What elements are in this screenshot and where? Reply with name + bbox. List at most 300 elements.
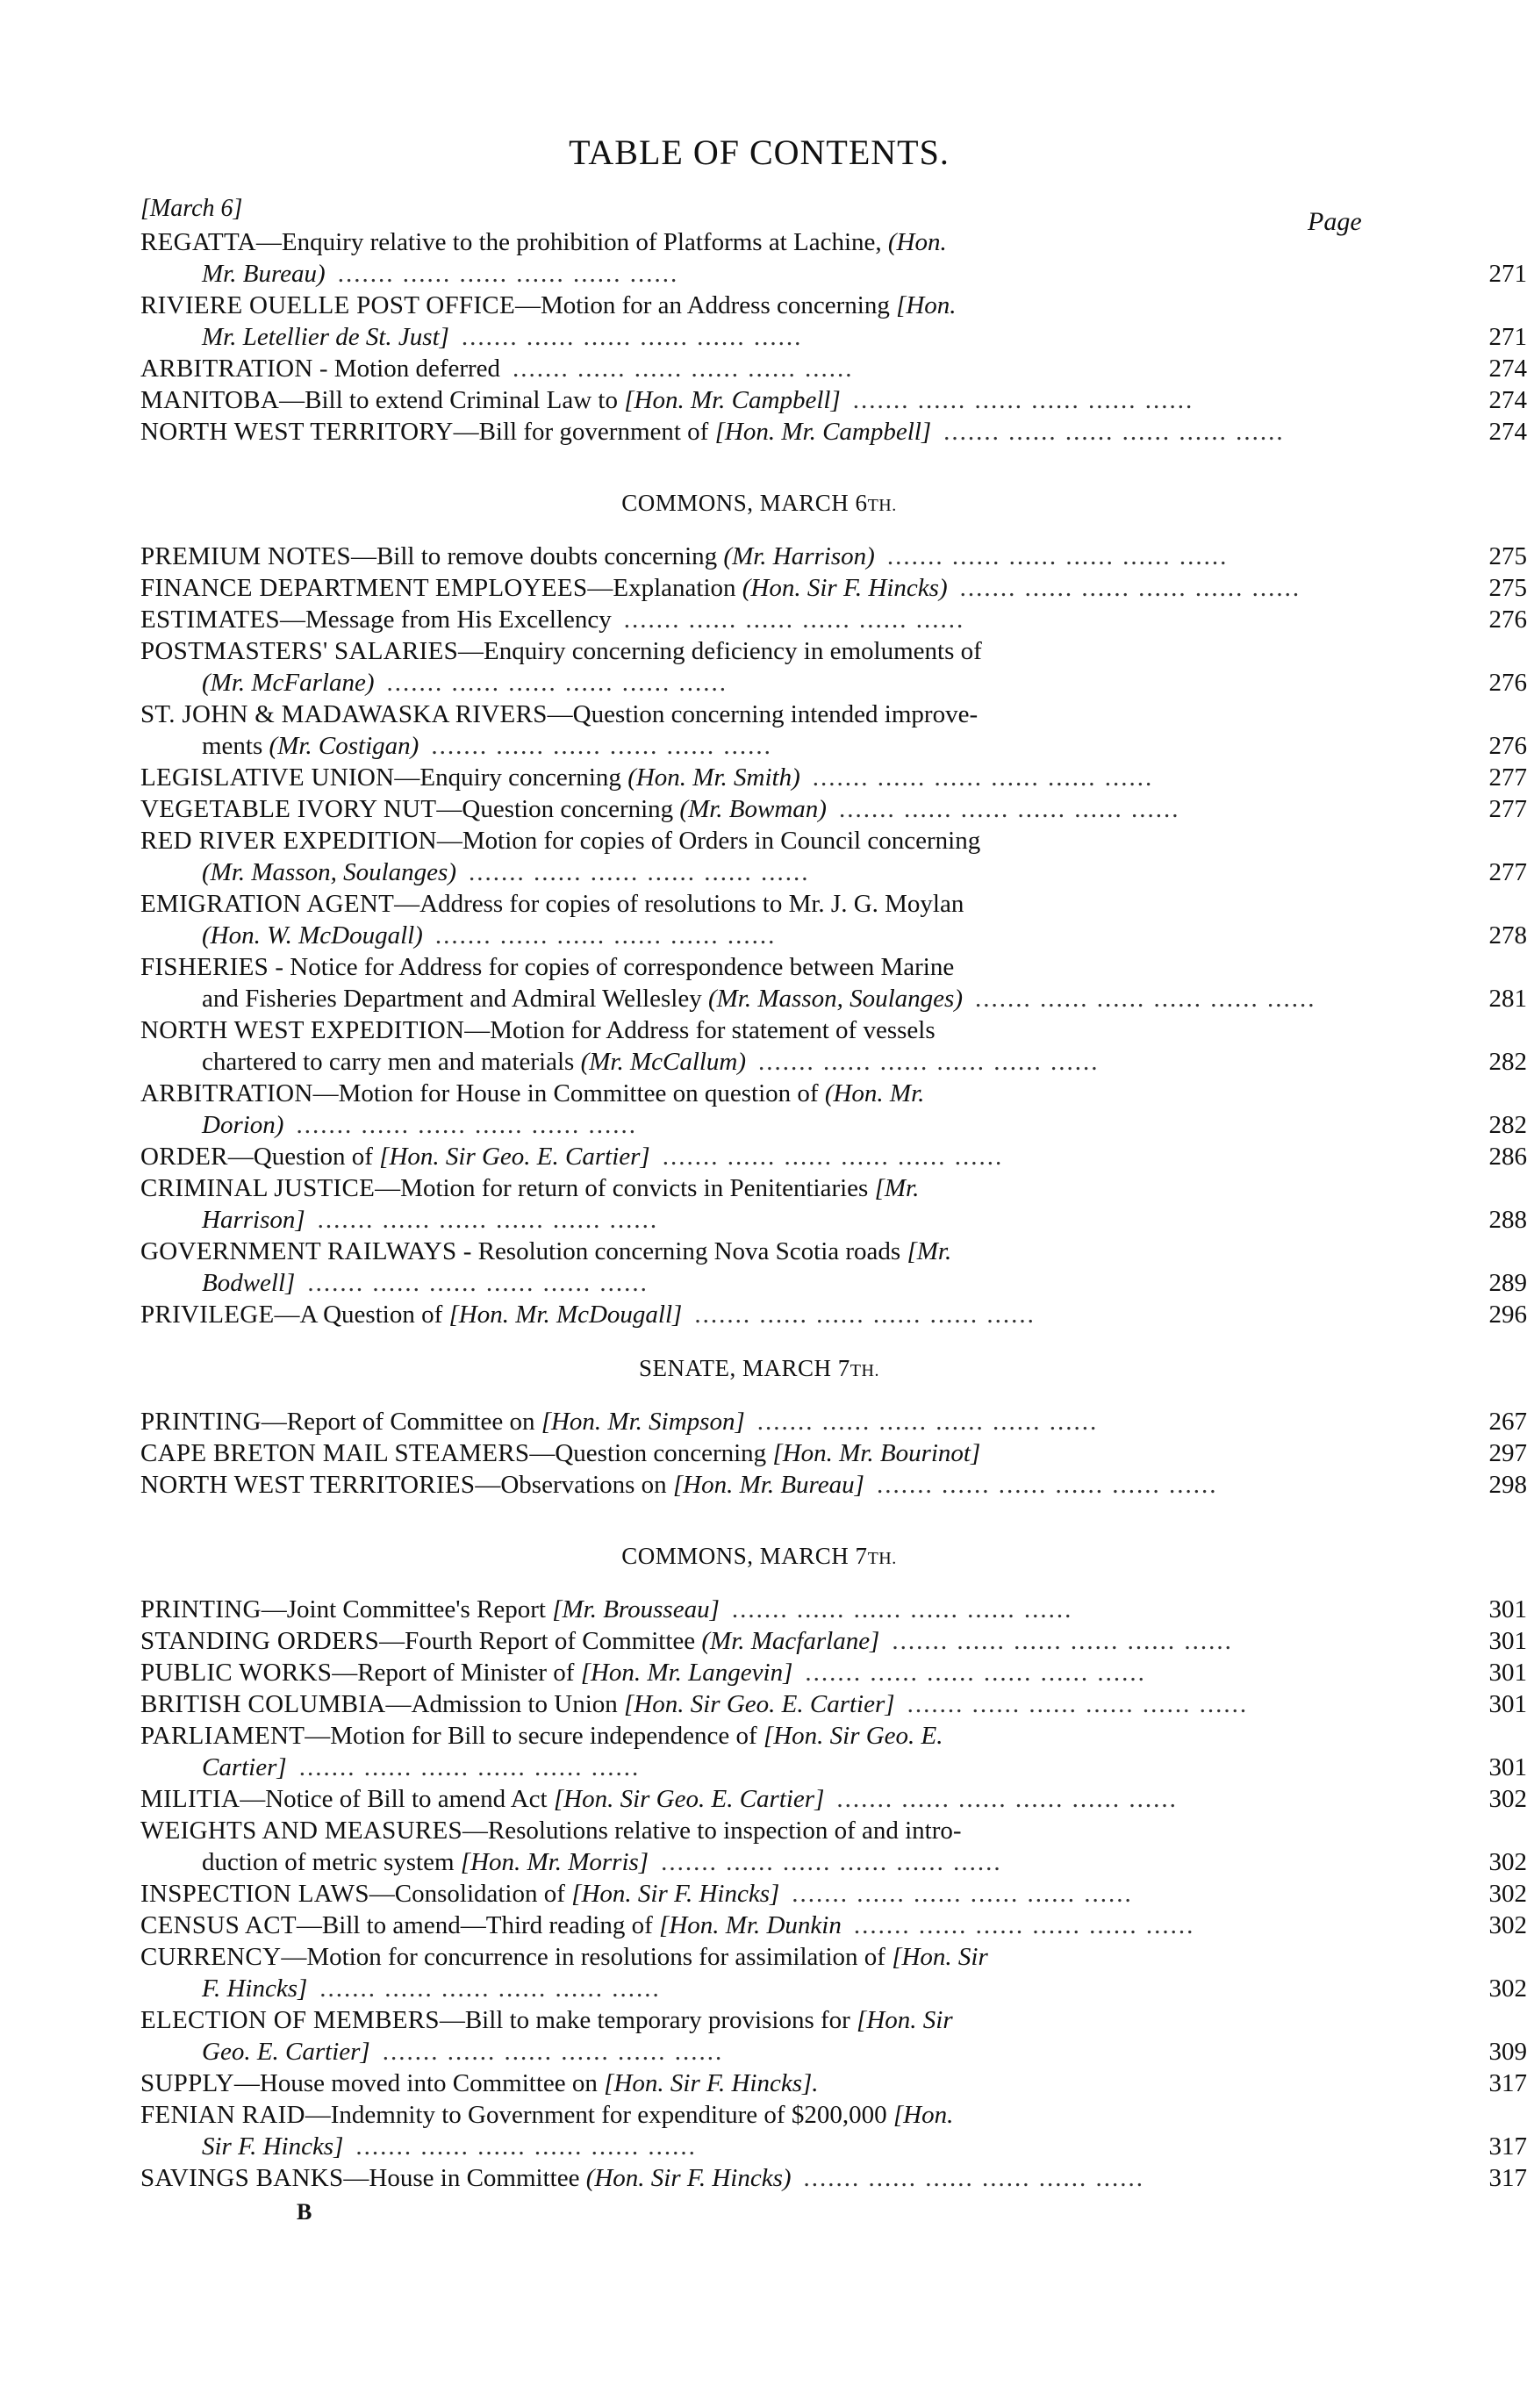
entry-description: —Question of <box>227 1143 380 1171</box>
entry-page-number: 301 <box>1488 1595 1527 1623</box>
toc-entry-line <box>140 2132 1395 2164</box>
toc-entry-line <box>140 1659 1395 1690</box>
toc-entry[interactable] <box>140 1817 1527 1880</box>
entry-heading: PREMIUM NOTES <box>140 542 351 570</box>
entry-reference: [Hon. Mr. Campbell] <box>624 386 841 414</box>
entry-heading: STANDING ORDERS <box>140 1627 380 1655</box>
entry-description: —Enquiry relative to the prohibition of Platforms at Lachine, <box>255 228 888 256</box>
toc-entry[interactable] <box>140 1627 1527 1659</box>
toc-entry-line <box>140 606 1395 637</box>
page-title: TABLE OF CONTENTS. <box>569 133 950 172</box>
entry-page-number: 282 <box>1488 1048 1527 1076</box>
toc-entry-line <box>140 1111 1395 1143</box>
entry-heading: CURRENCY <box>140 1943 282 1971</box>
entry-page-number: 276 <box>1488 669 1527 697</box>
toc-entry-line <box>140 1016 1395 1048</box>
entry-heading: ARBITRATION <box>140 355 313 383</box>
entry-description: —Joint Committee's Report <box>261 1595 553 1623</box>
toc-entry[interactable] <box>140 637 1527 700</box>
entry-page-number: 302 <box>1488 1911 1527 1939</box>
dot-leader: ....... ...... ...... ...... ...... ...... <box>386 669 728 697</box>
entry-heading: CENSUS ACT <box>140 1911 297 1939</box>
entry-page-number: 277 <box>1488 763 1527 792</box>
toc-entry[interactable] <box>140 1911 1527 1943</box>
entry-reference: (Mr. McCallum) <box>580 1048 747 1076</box>
entry-page-number: 289 <box>1488 1269 1527 1297</box>
entry-reference: [Hon. Mr. Langevin] <box>580 1659 793 1687</box>
section-heading-suffix: TH. <box>867 496 897 515</box>
entry-page-number: 274 <box>1488 418 1527 446</box>
toc-entry-line <box>140 260 1395 291</box>
entry-page-number: 277 <box>1488 858 1527 886</box>
entry-description: duction of metric system <box>202 1848 461 1876</box>
dot-leader: ....... ...... ...... ...... ...... ...... <box>853 1911 1195 1939</box>
toc-entry-line <box>140 795 1395 827</box>
entry-page-number: 298 <box>1488 1471 1527 1499</box>
entry-description: —Bill to remove doubts concerning <box>350 542 724 570</box>
toc-entry[interactable] <box>140 953 1527 1016</box>
toc-entry-line <box>140 2006 1395 2038</box>
entry-page-number: 276 <box>1488 606 1527 634</box>
toc-entry[interactable] <box>140 1016 1527 1079</box>
entry-heading: CAPE BRETON MAIL STEAMERS <box>140 1439 530 1467</box>
entry-heading: RED RIVER EXPEDITION <box>140 827 437 855</box>
dot-leader: ....... ...... ...... ...... ...... ...... <box>694 1301 1036 1329</box>
entry-description: —Motion for an Address concerning <box>514 291 897 319</box>
entry-page-number: 286 <box>1488 1143 1527 1171</box>
toc-entry[interactable] <box>140 2164 1527 2196</box>
toc-entry-line <box>140 763 1395 795</box>
entry-reference: [Hon. Mr. Campbell] <box>714 418 932 446</box>
entry-page-number: 282 <box>1488 1111 1527 1139</box>
entry-reference: (Mr. Bowman) <box>679 795 827 823</box>
toc-entry[interactable] <box>140 890 1527 953</box>
entry-reference: Mr. Bureau) <box>202 260 326 288</box>
entry-reference: [Hon. Sir F. Hincks] <box>571 1880 780 1908</box>
dot-leader: ....... ...... ...... ...... ...... ...... <box>337 260 679 288</box>
toc-entry-line <box>140 700 1395 732</box>
entry-description: - Motion deferred <box>312 355 501 383</box>
section-heading <box>0 1355 1518 1382</box>
entry-heading: POSTMASTERS' SALARIES <box>140 637 459 665</box>
toc-entry[interactable] <box>140 1595 1527 1627</box>
toc-entry-line <box>140 1753 1395 1785</box>
toc-entry[interactable] <box>140 763 1527 795</box>
entry-reference: (Hon. <box>887 228 947 256</box>
toc-entry-line <box>140 1143 1395 1174</box>
entry-heading: GOVERNMENT RAILWAYS <box>140 1237 457 1265</box>
entry-reference: (Hon. Mr. <box>824 1079 925 1107</box>
toc-entry-line <box>140 574 1395 606</box>
entry-heading: NORTH WEST EXPEDITION <box>140 1016 465 1044</box>
entry-description: —Indemnity to Government for expenditure of $200,000 <box>305 2101 893 2129</box>
entry-description: —Motion for Address for statement of vessels <box>464 1016 936 1044</box>
toc-entry[interactable] <box>140 228 1527 291</box>
entry-page-number: 281 <box>1488 985 1527 1013</box>
toc-entry-line <box>140 1301 1395 1332</box>
entry-description: —Bill to make temporary provisions for <box>439 2006 857 2034</box>
toc-entry-line <box>140 1880 1395 1911</box>
toc-entry-line <box>140 1817 1395 1848</box>
dot-leader: ....... ...... ...... ...... ...... ...... <box>959 574 1301 602</box>
entry-heading: ST. JOHN & MADAWASKA RIVERS <box>140 700 548 728</box>
toc-entry-line <box>140 2069 1395 2101</box>
dot-leader: ....... ...... ...... ...... ...... ...... <box>836 1785 1178 1813</box>
entry-heading: SUPPLY <box>140 2069 234 2097</box>
entry-description: —Motion for House in Committee on question of <box>312 1079 825 1107</box>
dot-leader: ....... ...... ...... ...... ...... ...... <box>758 1048 1100 1076</box>
dot-leader: ....... ...... ...... ...... ...... ...... <box>317 1206 659 1234</box>
toc-entry-line <box>140 323 1395 355</box>
dot-leader: ....... ...... ...... ...... ...... ...... <box>852 386 1194 414</box>
entry-heading: LEGISLATIVE UNION <box>140 763 395 792</box>
dot-leader: ....... ...... ...... ...... ...... ...... <box>876 1471 1218 1499</box>
entry-reference: (Hon. Mr. Smith) <box>627 763 800 792</box>
entry-reference: (Hon. Sir F. Hincks) <box>742 574 948 602</box>
entry-page-number: 288 <box>1488 1206 1527 1234</box>
toc-entry[interactable] <box>140 542 1527 574</box>
entry-heading: SAVINGS BANKS <box>140 2164 344 2192</box>
toc-entry[interactable] <box>140 1439 1527 1471</box>
entry-reference: (Hon. Sir F. Hincks) <box>585 2164 792 2192</box>
entry-reference: [Mr. <box>874 1174 920 1202</box>
dot-leader: ....... ...... ...... ...... ...... ...... <box>623 606 965 634</box>
entry-reference: Dorion) <box>202 1111 284 1139</box>
entry-description: —Notice of Bill to amend Act <box>240 1785 554 1813</box>
entry-description: —A Question of <box>274 1301 449 1329</box>
entry-heading: FISHERIES <box>140 953 269 981</box>
entry-heading: FINANCE DEPARTMENT EMPLOYEES <box>140 574 588 602</box>
entry-description: —Report of Minister of <box>332 1659 581 1687</box>
entry-description: —House in Committee <box>343 2164 586 2192</box>
toc-entry[interactable] <box>140 700 1527 763</box>
entry-description: and Fisheries Department and Admiral Wellesley <box>202 985 708 1013</box>
entry-reference: (Mr. Masson, Soulanges) <box>202 858 456 886</box>
entry-heading: ORDER <box>140 1143 228 1171</box>
toc-entry-line <box>140 890 1395 921</box>
toc-entry[interactable] <box>140 355 1527 386</box>
dot-leader: ....... ...... ...... ...... ...... ...... <box>974 985 1316 1013</box>
toc-entry-line <box>140 637 1395 669</box>
entry-page-number: 274 <box>1488 386 1527 414</box>
toc-entry[interactable] <box>140 291 1527 355</box>
toc-entry[interactable] <box>140 1079 1527 1143</box>
entry-page-number: 317 <box>1488 2132 1527 2161</box>
entry-page-number: 317 <box>1488 2069 1527 2097</box>
entry-description: —Message from His Excellency <box>280 606 612 634</box>
entry-reference: [Hon. Mr. Morris] <box>460 1848 649 1876</box>
entry-reference: [Mr. Brousseau] <box>552 1595 720 1623</box>
entry-heading: PRIVILEGE <box>140 1301 275 1329</box>
dot-leader: ....... ...... ...... ...... ...... ...... <box>756 1408 1099 1436</box>
entry-heading: NORTH WEST TERRITORY <box>140 418 454 446</box>
entry-description: chartered to carry men and materials <box>202 1048 581 1076</box>
entry-page-number: 275 <box>1488 542 1527 570</box>
entry-description: —Motion for Bill to secure independence of <box>305 1722 764 1750</box>
toc-entry-line <box>140 2038 1395 2069</box>
dot-leader: ....... ...... ...... ...... ...... ...... <box>431 732 772 760</box>
toc-entry-line <box>140 1974 1395 2006</box>
entry-description: —Motion for return of convicts in Penitentiaries <box>375 1174 875 1202</box>
toc-entry-line <box>140 1722 1395 1753</box>
dot-leader: ....... ...... ...... ...... ...... ...... <box>907 1690 1249 1718</box>
entry-description: - Resolution concerning Nova Scotia roads <box>456 1237 907 1265</box>
dot-leader: ....... ...... ...... ...... ...... ...... <box>298 1753 641 1781</box>
dot-leader: ....... ...... ...... ...... ...... ...... <box>469 858 810 886</box>
entry-description: —Explanation <box>587 574 742 602</box>
entry-reference: [Mr. <box>907 1237 952 1265</box>
toc-entry[interactable] <box>140 827 1527 890</box>
toc-entry-line <box>140 1048 1395 1079</box>
toc-entry-line <box>140 921 1395 953</box>
toc-entry[interactable] <box>140 2006 1527 2069</box>
entry-reference: F. Hincks] <box>202 1974 308 2003</box>
toc-entry-line <box>140 291 1395 323</box>
dot-leader: ....... ...... ...... ...... ...... ...... <box>513 355 854 383</box>
entry-reference: [Hon. <box>893 2101 954 2129</box>
entry-page-number: 278 <box>1488 921 1527 950</box>
toc-entry[interactable] <box>140 606 1527 637</box>
entry-heading: ARBITRATION <box>140 1079 313 1107</box>
section-heading-suffix: TH. <box>850 1361 879 1380</box>
entry-heading: CRIMINAL JUSTICE <box>140 1174 376 1202</box>
entry-reference: (Mr. Macfarlane] <box>701 1627 880 1655</box>
entry-reference: [Hon. Sir Geo. E. Cartier] <box>553 1785 825 1813</box>
entry-reference: Sir F. Hincks] <box>202 2132 344 2161</box>
entry-reference: (Hon. W. McDougall) <box>202 921 423 950</box>
entry-description: —Bill to extend Criminal Law to <box>279 386 625 414</box>
dot-leader: ....... ...... ...... ...... ...... ...... <box>296 1111 637 1139</box>
entry-description: ments <box>202 732 269 760</box>
entry-description: —Address for copies of resolutions to Mr. J. G. Moylan <box>394 890 964 918</box>
toc-entry[interactable] <box>140 1659 1527 1690</box>
entry-reference: [Hon. Mr. Bourinot] <box>772 1439 981 1467</box>
entry-page-number: 296 <box>1488 1301 1527 1329</box>
toc-entry-line <box>140 2101 1395 2132</box>
entry-page-number: 302 <box>1488 1880 1527 1908</box>
toc-entry[interactable] <box>140 1722 1527 1785</box>
entry-heading: PRINTING <box>140 1408 262 1436</box>
toc-entry-line <box>140 1174 1395 1206</box>
toc-entry-line <box>140 1408 1395 1439</box>
toc-entry[interactable] <box>140 1880 1527 1911</box>
entry-description: —Fourth Report of Committee <box>379 1627 702 1655</box>
toc-entry-line <box>140 386 1395 418</box>
entry-page-number: 301 <box>1488 1690 1527 1718</box>
toc-entry[interactable] <box>140 2069 1527 2101</box>
dot-leader: ....... ...... ...... ...... ...... ...... <box>812 763 1154 792</box>
toc-entry-line <box>140 355 1395 386</box>
toc-entry[interactable] <box>140 1301 1527 1332</box>
entry-description: —Admission to Union <box>385 1690 625 1718</box>
toc-entry[interactable] <box>140 418 1527 449</box>
toc-entry[interactable] <box>140 795 1527 827</box>
toc-entry[interactable] <box>140 1408 1527 1439</box>
dot-leader: ....... ...... ...... ...... ...... ...... <box>892 1627 1233 1655</box>
dot-leader: ....... ...... ...... ...... ...... ...... <box>661 1848 1002 1876</box>
page-column-header: Page <box>1308 207 1362 236</box>
toc-entry-line <box>140 2164 1395 2196</box>
entry-heading: ESTIMATES <box>140 606 280 634</box>
toc-entry-line <box>140 1471 1395 1502</box>
entry-page-number: 274 <box>1488 355 1527 383</box>
toc-entry[interactable] <box>140 1785 1527 1817</box>
entry-description: —Observations on <box>475 1471 673 1499</box>
entry-reference: [Hon. Mr. Simpson] <box>541 1408 745 1436</box>
entry-heading: INSPECTION LAWS <box>140 1880 369 1908</box>
entry-description: —House moved into Committee on <box>233 2069 605 2097</box>
toc-entry-line <box>140 1785 1395 1817</box>
toc-entry-line <box>140 542 1395 574</box>
entry-reference: [Hon. <box>896 291 957 319</box>
entry-page-number: 309 <box>1488 2038 1527 2066</box>
entry-description: —Report of Committee on <box>261 1408 541 1436</box>
section-heading-text: COMMONS, MARCH 7 <box>621 1543 868 1569</box>
entry-page-number: 271 <box>1488 260 1527 288</box>
toc-entry-line <box>140 1079 1395 1111</box>
entry-heading: MILITIA <box>140 1785 240 1813</box>
entry-reference: (Mr. Costigan) <box>269 732 419 760</box>
toc-entry-line <box>140 953 1395 985</box>
entry-reference: [Hon. Mr. Dunkin <box>659 1911 842 1939</box>
toc-entry-line <box>140 985 1395 1016</box>
entry-page-number: 267 <box>1488 1408 1527 1436</box>
dot-leader: ....... ...... ...... ...... ...... ...... <box>382 2038 724 2066</box>
section-heading-text: SENATE, MARCH 7 <box>639 1355 850 1381</box>
dot-leader: ....... ...... ...... ...... ...... ...... <box>461 323 803 351</box>
toc-entry[interactable] <box>140 1237 1527 1301</box>
entry-heading: WEIGHTS AND MEASURES <box>140 1817 462 1845</box>
toc-entry-line <box>140 1237 1395 1269</box>
dot-leader: ....... ...... ...... ...... ...... ...... <box>355 2132 697 2161</box>
dot-leader: ....... ...... ...... ...... ...... ...... <box>307 1269 649 1297</box>
entry-reference: Harrison] <box>202 1206 305 1234</box>
dot-leader: ....... ...... ...... ...... ...... ...... <box>803 2164 1145 2192</box>
dot-leader: ....... ...... ...... ...... ...... ...... <box>792 1880 1133 1908</box>
dot-leader: ....... ...... ...... ...... ...... ...... <box>943 418 1285 446</box>
entry-heading: BRITISH COLUMBIA <box>140 1690 386 1718</box>
section-heading <box>0 490 1518 517</box>
toc-entry-line <box>140 1943 1395 1974</box>
section-heading <box>0 1543 1518 1570</box>
entry-page-number: 302 <box>1488 1785 1527 1813</box>
dot-leader: ....... ...... ...... ...... ...... ...... <box>731 1595 1073 1623</box>
toc-entry[interactable] <box>140 1143 1527 1174</box>
entry-heading: PARLIAMENT <box>140 1722 305 1750</box>
toc-entry[interactable] <box>140 2101 1527 2164</box>
entry-description: —Motion for concurrence in resolutions for assimilation of <box>281 1943 893 1971</box>
entry-reference: [Hon. Sir Geo. E. <box>763 1722 943 1750</box>
entry-heading: MANITOBA <box>140 386 280 414</box>
entry-page-number: 276 <box>1488 732 1527 760</box>
entry-description: —Question concerning <box>436 795 680 823</box>
entry-page-number: 275 <box>1488 574 1527 602</box>
entry-heading: RIVIERE OUELLE POST OFFICE <box>140 291 515 319</box>
signature-mark: B <box>297 2199 312 2225</box>
entry-page-number: 301 <box>1488 1753 1527 1781</box>
entry-page-number: 302 <box>1488 1848 1527 1876</box>
toc-entry[interactable] <box>140 386 1527 418</box>
toc-entry-line <box>140 1595 1395 1627</box>
entry-page-number: 301 <box>1488 1627 1527 1655</box>
entry-heading: VEGETABLE IVORY NUT <box>140 795 437 823</box>
toc-entry-line <box>140 1206 1395 1237</box>
date-header: [March 6] <box>140 195 243 222</box>
section-heading-text: COMMONS, MARCH 6 <box>621 490 868 516</box>
entry-page-number: 317 <box>1488 2164 1527 2192</box>
entry-description: —Bill to amend—Third reading of <box>296 1911 660 1939</box>
toc-entry-line <box>140 1690 1395 1722</box>
toc-entry[interactable] <box>140 1690 1527 1722</box>
entry-heading: REGATTA <box>140 228 256 256</box>
toc-entry-line <box>140 228 1395 260</box>
toc-entry-line <box>140 669 1395 700</box>
entry-heading: EMIGRATION AGENT <box>140 890 395 918</box>
entry-description: —Motion for copies of Orders in Council concerning <box>436 827 981 855</box>
entry-heading: NORTH WEST TERRITORIES <box>140 1471 476 1499</box>
dot-leader: ....... ...... ...... ...... ...... ...... <box>434 921 777 950</box>
entry-heading: PUBLIC WORKS <box>140 1659 333 1687</box>
entry-heading: PRINTING <box>140 1595 262 1623</box>
entry-reference: Cartier] <box>202 1753 287 1781</box>
dot-leader: ....... ...... ...... ...... ...... ...... <box>805 1659 1146 1687</box>
entry-reference: [Hon. Sir <box>892 1943 988 1971</box>
dot-leader: ....... ...... ...... ...... ...... ...... <box>886 542 1229 570</box>
entry-description: —Enquiry concerning <box>394 763 628 792</box>
entry-reference: [Hon. Sir F. Hincks]. <box>604 2069 819 2097</box>
entry-reference: Geo. E. Cartier] <box>202 2038 370 2066</box>
entry-reference: [Hon. Mr. McDougall] <box>448 1301 683 1329</box>
entry-reference: (Mr. McFarlane) <box>202 669 375 697</box>
toc-entry[interactable] <box>140 1471 1527 1502</box>
toc-entry[interactable] <box>140 1943 1527 2006</box>
toc-entry-line <box>140 1269 1395 1301</box>
entry-description: —Resolutions relative to inspection of and intro- <box>462 1817 962 1845</box>
entry-heading: ELECTION OF MEMBERS <box>140 2006 440 2034</box>
entry-description: - Notice for Address for copies of correspondence between Marine <box>269 953 955 981</box>
toc-entry-line <box>140 1627 1395 1659</box>
toc-entry-line <box>140 858 1395 890</box>
toc-entry-line <box>140 827 1395 858</box>
entry-reference: [Hon. Sir Geo. E. Cartier] <box>624 1690 895 1718</box>
toc-entry-line <box>140 418 1395 449</box>
entry-reference: (Mr. Masson, Soulanges) <box>707 985 963 1013</box>
entry-description: —Bill for government of <box>453 418 715 446</box>
toc-entry-line <box>140 1848 1395 1880</box>
entry-reference: [Hon. Mr. Bureau] <box>672 1471 864 1499</box>
entry-reference: (Mr. Harrison) <box>723 542 875 570</box>
section-heading-suffix: TH. <box>867 1549 897 1568</box>
toc-entry-line <box>140 732 1395 763</box>
entry-reference: [Hon. Sir <box>857 2006 953 2034</box>
entry-description: —Consolidation of <box>369 1880 572 1908</box>
entry-page-number: 277 <box>1488 795 1527 823</box>
entry-description: —Enquiry concerning deficiency in emoluments of <box>458 637 982 665</box>
entry-heading: FENIAN RAID <box>140 2101 305 2129</box>
entry-page-number: 297 <box>1488 1439 1527 1467</box>
entry-reference: Bodwell] <box>202 1269 296 1297</box>
dot-leader: ....... ...... ...... ...... ...... ...... <box>662 1143 1004 1171</box>
entry-page-number: 301 <box>1488 1659 1527 1687</box>
toc-entry[interactable] <box>140 1174 1527 1237</box>
entry-description: —Question concerning intended improve- <box>547 700 979 728</box>
entry-reference: [Hon. Sir Geo. E. Cartier] <box>379 1143 650 1171</box>
toc-entry[interactable] <box>140 574 1527 606</box>
dot-leader: ....... ...... ...... ...... ...... ...... <box>838 795 1180 823</box>
entry-reference: Mr. Letellier de St. Just] <box>202 323 449 351</box>
toc-entry-line <box>140 1439 1395 1471</box>
entry-page-number: 302 <box>1488 1974 1527 2003</box>
